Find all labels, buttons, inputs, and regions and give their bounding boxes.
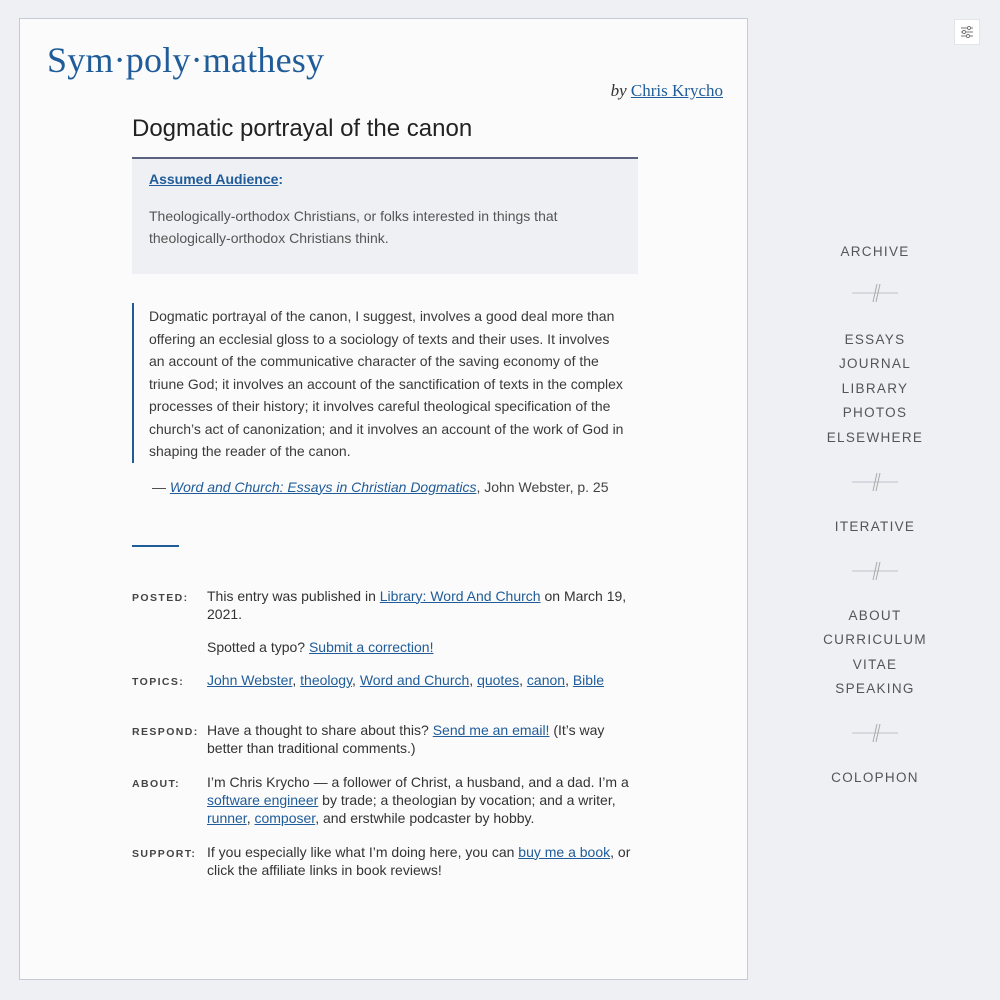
topic-separator: , [352,671,360,688]
respond-row [132,721,638,757]
respond-pre: Have a thought to share about this? [207,721,433,738]
topic-link[interactable]: theology [300,671,353,688]
assumed-audience-heading [149,171,622,187]
topic-link[interactable]: Bible [572,671,604,688]
typo-row [132,638,638,656]
nav-iterative[interactable]: ITERATIVE [834,519,916,534]
topic-separator: , [292,671,301,688]
nav-library[interactable]: LIBRARY [841,380,909,396]
site-nav [800,240,950,790]
support-pre: If you especially like what I’m doing here, you can [207,843,519,860]
nav-speaking[interactable]: SPEAKING [835,681,915,696]
composer-link[interactable]: composer [254,809,316,826]
nav-colophon[interactable]: COLOPHON [831,769,919,785]
posted-category-link[interactable]: Library: Word And Church [379,587,541,604]
slash-divider-icon [852,722,898,744]
citation-title: Word and Church: Essays in Christian Dogmatics [169,478,477,495]
citation [132,479,638,495]
typo-value [207,638,638,656]
topics-value [207,671,638,691]
settings-button[interactable] [954,19,980,45]
buy-me-a-book-link[interactable]: buy me a book [518,843,611,860]
blockquote: Dogmatic portrayal of the canon, I suggest, involves a good deal more than offering an ecclesial gloss to a sociology of texts and their uses. It involves an account of the communicative character of the saving economy of the triune God; it involves an account of the sanctification of texts in the complex processes of their history; it involves careful theological specification of the church’s act of canonization; and it involves an account of the work of God in shaping the reader of the canon. [132,303,638,463]
topic-link[interactable]: quotes [477,671,520,688]
posted-row [132,587,638,623]
post-meta [132,587,638,879]
assumed-audience-colon: : [278,171,284,187]
article [132,115,638,879]
nav-journal[interactable]: JOURNAL [838,356,912,371]
about-sep: , [246,809,255,826]
topic-link[interactable]: John Webster [207,671,293,688]
support-label: SUPPORT: [132,847,197,860]
support-row [132,843,638,879]
topic-separator: , [469,671,478,688]
section-divider [132,545,179,547]
nav-curriculum-vitae[interactable]: CURRICULUM VITAE [823,632,927,672]
software-engineer-link[interactable]: software engineer [207,791,319,808]
posted-label: POSTED: [132,591,189,604]
assumed-audience-text: Theologically-orthodox Christians, or folks interested in things that theologically-orthodox Christians think. [149,208,558,246]
respond-post: (It’s way better than traditional comments.) [207,721,605,756]
assumed-audience-link[interactable]: Assumed Audience [149,171,279,187]
about-row [132,773,638,827]
about-label: ABOUT: [132,777,181,790]
about-pre: I’m Chris Krycho — a follower of Christ, a husband, and a dad. I’m a [207,773,629,790]
respond-value [207,721,638,757]
about-post: , and erstwhile podcaster by hobby. [315,809,535,826]
nav-photos[interactable]: PHOTOS [842,405,908,420]
sliders-icon [960,26,974,38]
about-value [207,773,638,827]
topic-separator: , [565,671,573,688]
topic-link[interactable]: canon [526,671,566,688]
send-email-link[interactable]: Send me an email! [432,721,550,738]
topics-row [132,671,638,691]
page-card [19,18,748,980]
topic-link[interactable]: Word and Church [359,671,470,688]
typo-label-spacer [132,638,207,656]
topics-label: TOPICS: [132,675,185,688]
slash-divider-icon [852,282,898,304]
slash-divider-icon [852,560,898,582]
posted-pre: This entry was published in [207,587,380,604]
citation-dash: — [152,478,166,495]
slash-divider-icon [852,471,898,493]
runner-link[interactable]: runner [207,809,247,826]
posted-value [207,587,638,623]
nav-essays[interactable]: ESSAYS [844,331,906,347]
citation-title-link[interactable] [170,479,477,495]
nav-archive[interactable]: ARCHIVE [840,244,910,259]
respond-label: RESPOND: [132,725,199,738]
support-post: , or click the affiliate links in book reviews! [207,843,631,878]
nav-about[interactable]: ABOUT [848,607,902,623]
about-mid: by trade; a theologian by vocation; and a writer, [318,791,616,808]
byline-by: by [610,81,627,100]
citation-author: , John Webster, p. 25 [476,478,609,495]
support-value [207,843,638,879]
byline [611,81,723,101]
topic-separator: , [519,671,527,688]
assumed-audience-box [132,157,638,274]
posted-date: on March 19, 2021. [207,587,627,622]
typo-pre: Spotted a typo? [207,638,309,655]
author-link[interactable]: Chris Krycho [630,81,723,100]
post-title: Dogmatic portrayal of the canon [132,115,473,142]
site-title-link[interactable]: Sym·poly·mathesy [47,40,325,80]
submit-correction-link[interactable]: Submit a correction! [308,638,434,655]
nav-elsewhere[interactable]: ELSEWHERE [826,429,924,445]
